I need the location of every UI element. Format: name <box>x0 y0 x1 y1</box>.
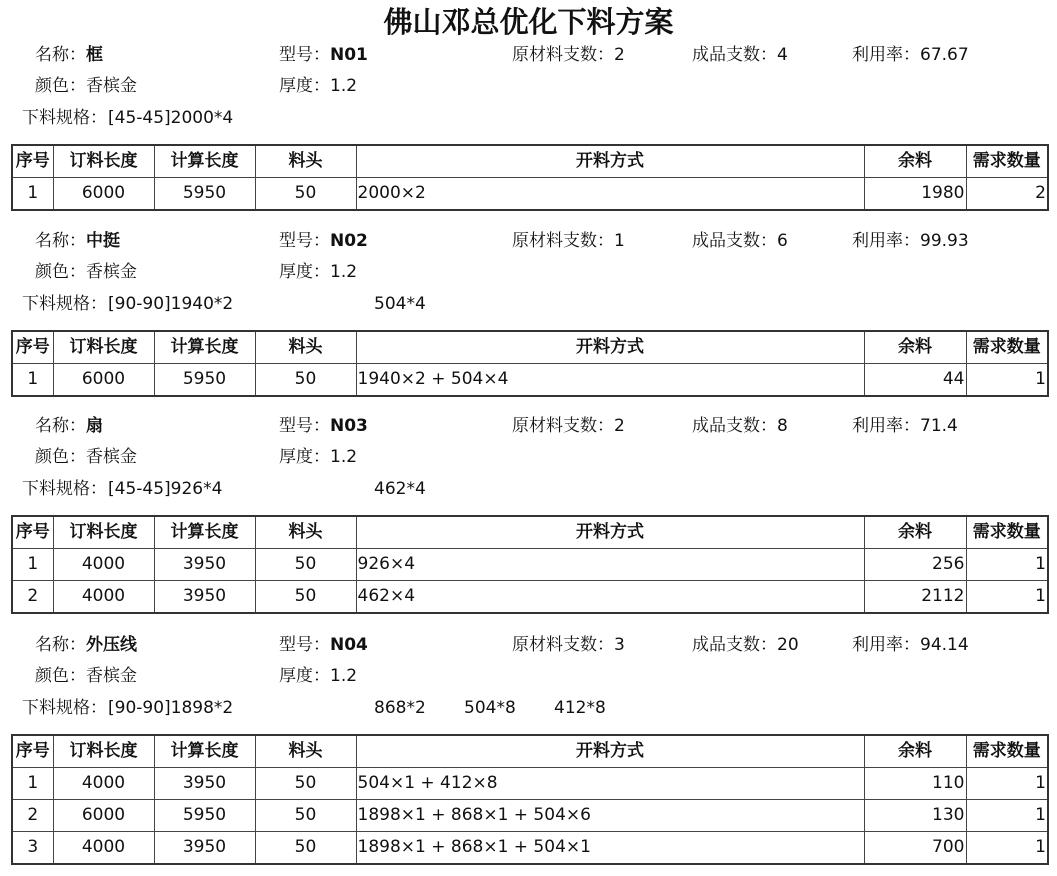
calc-length-cell: 5950 <box>154 364 255 397</box>
utilization-field-label: 利用率： <box>852 416 920 436</box>
utilization-field <box>852 634 969 656</box>
cut-plan-table <box>11 330 1049 397</box>
spec-line <box>22 478 426 500</box>
color-field <box>35 261 137 283</box>
calc-length-cell: 5950 <box>154 178 255 211</box>
utilization-field-value: 94.14 <box>920 635 969 655</box>
row-number-cell: 1 <box>12 364 53 397</box>
model-field-label: 型号： <box>279 231 330 251</box>
row-number-cell: 2 <box>12 800 53 832</box>
thickness-field-label: 厚度： <box>279 262 330 282</box>
remainder-cell: 2112 <box>864 581 966 614</box>
head-cell: 50 <box>255 581 356 614</box>
raw-count-field-label: 原材料支数： <box>512 416 614 436</box>
utilization-field-label: 利用率： <box>852 231 920 251</box>
column-header: 余料 <box>864 516 966 549</box>
utilization-field-label: 利用率： <box>852 635 920 655</box>
head-cell: 50 <box>255 178 356 211</box>
model-field <box>279 634 368 656</box>
head-cell: 50 <box>255 832 356 865</box>
product-count-field-label: 成品支数： <box>692 416 777 436</box>
remainder-cell: 700 <box>864 832 966 865</box>
raw-count-field <box>512 230 625 252</box>
utilization-field <box>852 230 969 252</box>
row-number-cell: 2 <box>12 581 53 614</box>
raw-count-field <box>512 634 625 656</box>
spec-line <box>22 697 606 719</box>
raw-count-field-value: 3 <box>614 635 625 655</box>
thickness-field-label: 厚度： <box>279 447 330 467</box>
column-header: 序号 <box>12 145 53 178</box>
color-field-label: 颜色： <box>35 76 86 96</box>
utilization-field <box>852 44 969 66</box>
column-header: 料头 <box>255 516 356 549</box>
thickness-field <box>279 665 357 687</box>
raw-count-field <box>512 44 625 66</box>
column-header: 余料 <box>864 331 966 364</box>
raw-count-field-value: 2 <box>614 45 625 65</box>
calc-length-cell: 3950 <box>154 549 255 581</box>
name-field-value: 框 <box>86 45 103 65</box>
name-field-value: 中挺 <box>86 231 120 251</box>
column-header: 需求数量 <box>966 735 1048 768</box>
column-header: 开料方式 <box>356 331 864 364</box>
name-field-label: 名称： <box>35 45 86 65</box>
order-length-cell: 4000 <box>53 549 154 581</box>
spec-line <box>22 293 426 315</box>
product-count-field <box>692 230 788 252</box>
model-field-label: 型号： <box>279 416 330 436</box>
quantity-cell: 1 <box>966 768 1048 800</box>
column-header: 订料长度 <box>53 735 154 768</box>
model-field-value: N03 <box>330 416 368 436</box>
order-length-cell: 4000 <box>53 832 154 865</box>
spec-label: 下料规格： <box>22 108 107 128</box>
name-field <box>35 44 103 66</box>
column-header: 开料方式 <box>356 735 864 768</box>
name-field-label: 名称： <box>35 635 86 655</box>
thickness-field <box>279 261 357 283</box>
remainder-cell: 256 <box>864 549 966 581</box>
utilization-field-label: 利用率： <box>852 45 920 65</box>
column-header: 序号 <box>12 516 53 549</box>
thickness-field-value: 1.2 <box>330 262 358 282</box>
product-count-field-value: 20 <box>777 635 799 655</box>
cut-method-cell: 1898×1 + 868×1 + 504×6 <box>356 800 864 832</box>
spec-item: [45-45]2000*4 <box>108 108 234 128</box>
remainder-cell: 130 <box>864 800 966 832</box>
spec-item: 868*2 <box>374 698 426 718</box>
color-field-label: 颜色： <box>35 447 86 467</box>
product-count-field-label: 成品支数： <box>692 45 777 65</box>
column-header: 开料方式 <box>356 145 864 178</box>
column-header: 余料 <box>864 145 966 178</box>
cut-method-cell: 926×4 <box>356 549 864 581</box>
spec-item: [90-90]1940*2 <box>108 294 234 314</box>
column-header: 需求数量 <box>966 331 1048 364</box>
raw-count-field-label: 原材料支数： <box>512 635 614 655</box>
calc-length-cell: 3950 <box>154 581 255 614</box>
column-header: 计算长度 <box>154 145 255 178</box>
column-header: 订料长度 <box>53 516 154 549</box>
utilization-field-value: 99.93 <box>920 231 969 251</box>
quantity-cell: 1 <box>966 549 1048 581</box>
product-count-field-value: 8 <box>777 416 788 436</box>
remainder-cell: 1980 <box>864 178 966 211</box>
model-field <box>279 230 368 252</box>
quantity-cell: 2 <box>966 178 1048 211</box>
column-header: 料头 <box>255 145 356 178</box>
column-header: 开料方式 <box>356 516 864 549</box>
order-length-cell: 6000 <box>53 364 154 397</box>
product-count-field-value: 4 <box>777 45 788 65</box>
spec-label: 下料规格： <box>22 294 107 314</box>
model-field-value: N02 <box>330 231 368 251</box>
model-field-label: 型号： <box>279 635 330 655</box>
table-header-row <box>12 516 1048 549</box>
row-number-cell: 1 <box>12 768 53 800</box>
color-field <box>35 75 137 97</box>
cut-method-cell: 462×4 <box>356 581 864 614</box>
table-row <box>12 581 1048 614</box>
spec-item: 504*8 <box>464 698 516 718</box>
head-cell: 50 <box>255 768 356 800</box>
name-field-value: 外压线 <box>86 635 137 655</box>
thickness-field-label: 厚度： <box>279 76 330 96</box>
color-field-value: 香槟金 <box>86 447 137 467</box>
product-count-field-value: 6 <box>777 231 788 251</box>
column-header: 余料 <box>864 735 966 768</box>
column-header: 需求数量 <box>966 145 1048 178</box>
spec-item: 462*4 <box>374 479 426 499</box>
order-length-cell: 4000 <box>53 768 154 800</box>
color-field <box>35 665 137 687</box>
model-field-label: 型号： <box>279 45 330 65</box>
table-header-row <box>12 331 1048 364</box>
table-row <box>12 549 1048 581</box>
spec-item: 504*4 <box>374 294 426 314</box>
spec-item: [90-90]1898*2 <box>108 698 234 718</box>
column-header: 计算长度 <box>154 331 255 364</box>
spec-item: 412*8 <box>554 698 606 718</box>
raw-count-field-label: 原材料支数： <box>512 45 614 65</box>
calc-length-cell: 3950 <box>154 768 255 800</box>
thickness-field-label: 厚度： <box>279 666 330 686</box>
spec-label: 下料规格： <box>22 479 107 499</box>
thickness-field <box>279 75 357 97</box>
row-number-cell: 3 <box>12 832 53 865</box>
name-field-label: 名称： <box>35 231 86 251</box>
raw-count-field-value: 1 <box>614 231 625 251</box>
name-field-value: 扇 <box>86 416 103 436</box>
thickness-field <box>279 446 357 468</box>
quantity-cell: 1 <box>966 832 1048 865</box>
table-row <box>12 364 1048 397</box>
cut-method-cell: 1898×1 + 868×1 + 504×1 <box>356 832 864 865</box>
table-row <box>12 178 1048 211</box>
spec-item: [45-45]926*4 <box>108 479 223 499</box>
order-length-cell: 6000 <box>53 800 154 832</box>
column-header: 序号 <box>12 331 53 364</box>
thickness-field-value: 1.2 <box>330 447 358 467</box>
product-count-field <box>692 634 799 656</box>
head-cell: 50 <box>255 364 356 397</box>
thickness-field-value: 1.2 <box>330 666 358 686</box>
column-header: 序号 <box>12 735 53 768</box>
name-field <box>35 230 120 252</box>
column-header: 计算长度 <box>154 735 255 768</box>
head-cell: 50 <box>255 549 356 581</box>
remainder-cell: 110 <box>864 768 966 800</box>
color-field-value: 香槟金 <box>86 666 137 686</box>
column-header: 计算长度 <box>154 516 255 549</box>
quantity-cell: 1 <box>966 800 1048 832</box>
order-length-cell: 6000 <box>53 178 154 211</box>
product-count-field <box>692 44 788 66</box>
cut-method-cell: 504×1 + 412×8 <box>356 768 864 800</box>
raw-count-field-value: 2 <box>614 416 625 436</box>
color-field-label: 颜色： <box>35 262 86 282</box>
cut-plan-table <box>11 734 1049 865</box>
model-field <box>279 415 368 437</box>
calc-length-cell: 3950 <box>154 832 255 865</box>
product-count-field <box>692 415 788 437</box>
column-header: 料头 <box>255 331 356 364</box>
quantity-cell: 1 <box>966 364 1048 397</box>
color-field <box>35 446 137 468</box>
product-count-field-label: 成品支数： <box>692 635 777 655</box>
column-header: 订料长度 <box>53 145 154 178</box>
column-header: 订料长度 <box>53 331 154 364</box>
cut-plan-table <box>11 515 1049 614</box>
utilization-field-value: 71.4 <box>920 416 958 436</box>
spec-label: 下料规格： <box>22 698 107 718</box>
table-row <box>12 768 1048 800</box>
model-field <box>279 44 368 66</box>
page-title: 佛山邓总优化下料方案 <box>383 5 674 39</box>
column-header: 料头 <box>255 735 356 768</box>
spec-line <box>22 107 234 129</box>
remainder-cell: 44 <box>864 364 966 397</box>
row-number-cell: 1 <box>12 549 53 581</box>
name-field-label: 名称： <box>35 416 86 436</box>
color-field-value: 香槟金 <box>86 262 137 282</box>
raw-count-field-label: 原材料支数： <box>512 231 614 251</box>
name-field <box>35 415 103 437</box>
row-number-cell: 1 <box>12 178 53 211</box>
cut-method-cell: 2000×2 <box>356 178 864 211</box>
model-field-value: N01 <box>330 45 368 65</box>
utilization-field-value: 67.67 <box>920 45 969 65</box>
head-cell: 50 <box>255 800 356 832</box>
cut-method-cell: 1940×2 + 504×4 <box>356 364 864 397</box>
raw-count-field <box>512 415 625 437</box>
color-field-label: 颜色： <box>35 666 86 686</box>
name-field <box>35 634 137 656</box>
color-field-value: 香槟金 <box>86 76 137 96</box>
table-row <box>12 800 1048 832</box>
table-header-row <box>12 735 1048 768</box>
product-count-field-label: 成品支数： <box>692 231 777 251</box>
order-length-cell: 4000 <box>53 581 154 614</box>
thickness-field-value: 1.2 <box>330 76 358 96</box>
calc-length-cell: 5950 <box>154 800 255 832</box>
column-header: 需求数量 <box>966 516 1048 549</box>
utilization-field <box>852 415 958 437</box>
table-header-row <box>12 145 1048 178</box>
table-row <box>12 832 1048 865</box>
model-field-value: N04 <box>330 635 368 655</box>
cut-plan-table <box>11 144 1049 211</box>
quantity-cell: 1 <box>966 581 1048 614</box>
